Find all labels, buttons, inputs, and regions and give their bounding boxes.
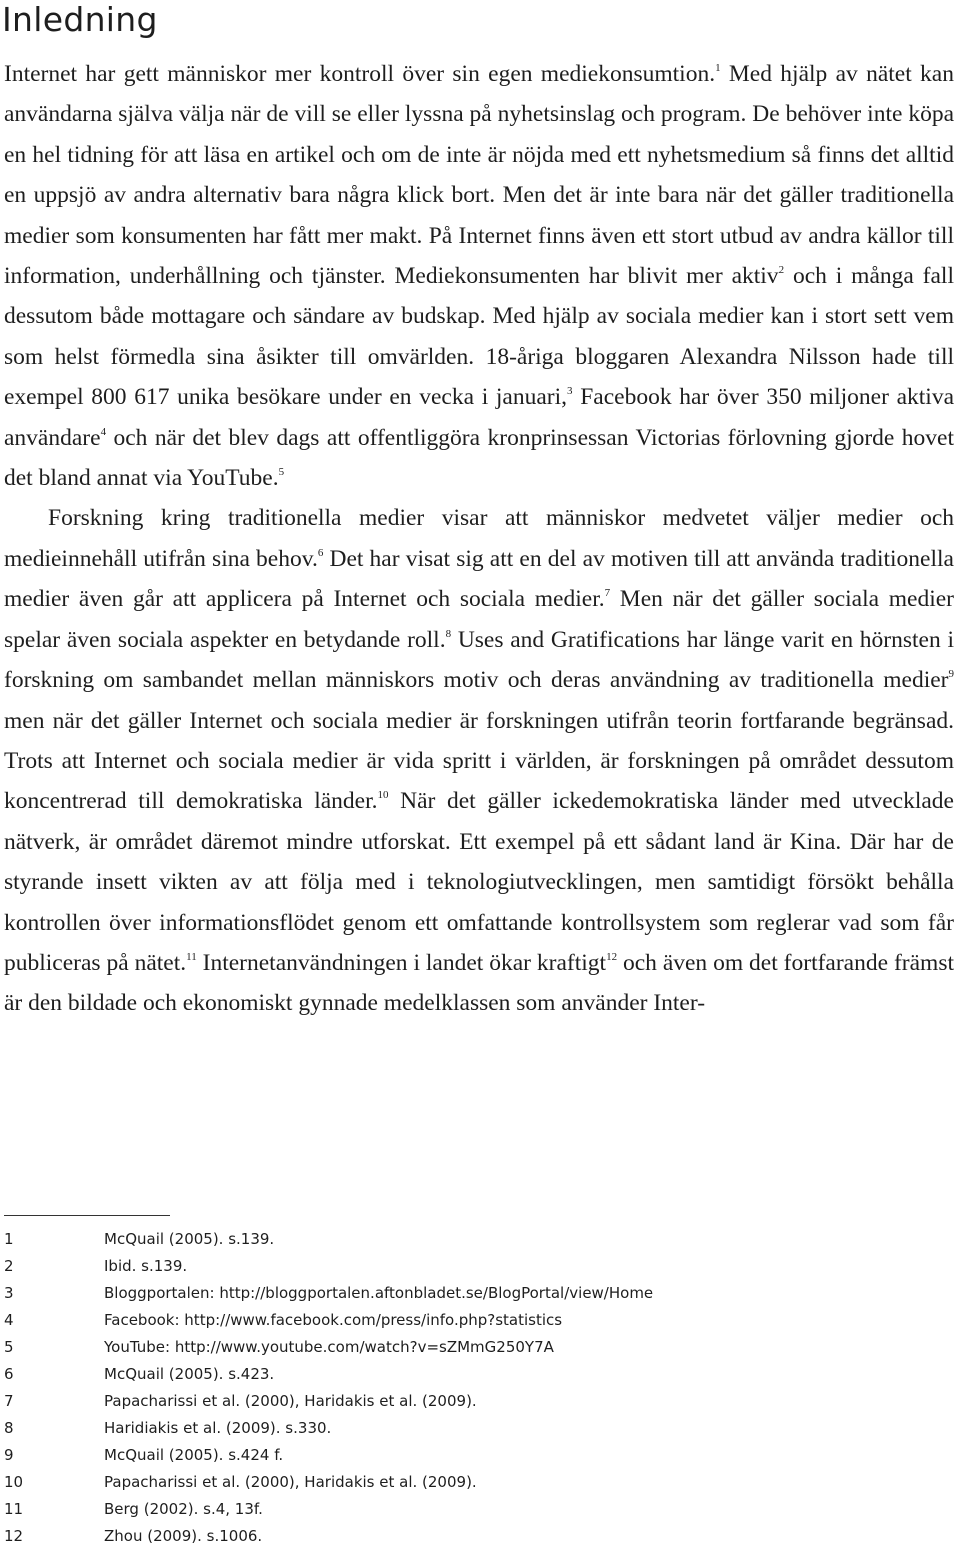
paragraph-text: Med hjälp av nätet kan användarna själva välja när de vill se eller lyssna på nyhetsinslag och program. De behöver inte köpa en hel tidning för att läsa en artikel och om de inte är nöjda med ett nyhetsmedium så finns det alltid en uppsjö av andra alternativ bara några klick bort. Men det är inte bara när det gäller traditionella medier som konsumenten har fått mer makt. På Internet finns även ett stort utbud av andra källor till information, underhållning och tjänster. Mediekonsumenten har blivit mer aktiv <box>4 61 954 290</box>
footnote-item <box>0 1361 960 1388</box>
footnote-text: McQuail (2005). s.423. <box>104 1365 275 1383</box>
footnote-number: 12 <box>4 1527 24 1545</box>
paragraph-text: Men när det gäller sociala medier spelar även sociala aspekter en betydande roll. <box>4 586 954 653</box>
footnote-number: 6 <box>4 1365 14 1383</box>
footnote-text: Ibid. s.139. <box>104 1257 188 1275</box>
footnote-number: 3 <box>4 1284 14 1302</box>
footnote-reference[interactable]: 4 <box>100 425 107 438</box>
footnote-item <box>0 1523 960 1550</box>
footnote-number: 9 <box>4 1446 14 1464</box>
footnote-text: Haridiakis et al. (2009). s.330. <box>104 1419 332 1437</box>
footnote-item <box>0 1280 960 1307</box>
footnote-reference[interactable]: 11 <box>186 950 197 963</box>
footnote-number: 7 <box>4 1392 14 1410</box>
footnote-reference[interactable]: 10 <box>377 789 389 802</box>
paragraph-text: Forskning kring traditionella medier visar att människor medvetet väljer medier och medieinnehåll utifrån sina behov. <box>4 505 954 572</box>
paragraph-text: Facebook har över 350 miljoner aktiva användare <box>4 384 954 451</box>
footnote-item <box>0 1496 960 1523</box>
footnote-text: Facebook: http://www.facebook.com/press/info.php?statistics <box>104 1311 563 1329</box>
footnote-number: 5 <box>4 1338 14 1356</box>
footnote-number: 11 <box>4 1500 24 1518</box>
footnote-item <box>0 1226 960 1253</box>
footnote-text: Papacharissi et al. (2000), Haridakis et al. (2009). <box>104 1392 477 1410</box>
footnote-item <box>0 1415 960 1442</box>
footnote-text: Papacharissi et al. (2000), Haridakis et al. (2009). <box>104 1473 477 1491</box>
paragraph-text: Det har visat sig att en del av motiven till att använda traditionella medier även går att applicera på Internet och sociala medier. <box>4 545 954 613</box>
footnote-reference[interactable]: 2 <box>778 264 785 277</box>
footnote-number: 4 <box>4 1311 14 1329</box>
footnote-item <box>0 1253 960 1280</box>
footnote-text: YouTube: http://www.youtube.com/watch?v=sZMmG250Y7A <box>104 1338 554 1356</box>
footnote-item <box>0 1442 960 1469</box>
footnote-item <box>0 1388 960 1415</box>
footnote-reference[interactable]: 12 <box>606 950 618 963</box>
paragraph-text: Internet har gett människor mer kontroll över sin egen mediekonsumtion. <box>4 61 716 87</box>
footnote-reference[interactable]: 8 <box>445 627 452 640</box>
footnote-text: McQuail (2005). s.139. <box>104 1230 275 1248</box>
footnote-reference[interactable]: 6 <box>317 546 324 559</box>
footnote-text: Berg (2002). s.4, 13f. <box>104 1500 263 1518</box>
footnote-item <box>0 1469 960 1496</box>
footnote-text: McQuail (2005). s.424 f. <box>104 1446 284 1464</box>
paragraph-text: Internetanvändningen i landet ökar kraftigt <box>196 949 607 976</box>
footnote-reference[interactable]: 9 <box>948 668 954 681</box>
paragraph-text: och när det blev dags att offentliggöra kronprinsessan Victorias förlovning gjorde hovet det bland annat via YouTube. <box>4 424 954 492</box>
section-heading: Inledning <box>2 0 158 39</box>
paragraph-text: och även om det fortfarande främst är den bildade och ekonomiskt gynnade medelklassen som använder Inter- <box>4 949 954 1017</box>
footnote-text: Zhou (2009). s.1006. <box>104 1527 263 1545</box>
footnote-divider <box>4 1215 170 1216</box>
body-text <box>4 54 954 1024</box>
paragraph-text: När det gäller ickedemokratiska länder med utvecklade nätverk, är området däremot mindre utforskat. Ett exempel på ett sådant land är Kina. Där har de styrande insett vikten av att följa med i teknologiutvecklingen, men samtidigt försökt behålla kontrollen över informationsflödet genom ett omfattande kontrollsystem som reglerar vad som får publiceras på nätet. <box>4 788 954 976</box>
footnote-item <box>0 1307 960 1334</box>
footnote-number: 2 <box>4 1257 14 1275</box>
footnote-text: Bloggportalen: http://bloggportalen.aftonbladet.se/BlogPortal/view/Home <box>104 1284 654 1302</box>
footnote-reference[interactable]: 3 <box>567 385 573 398</box>
footnote-list <box>0 1226 960 1550</box>
footnote-item <box>0 1334 960 1361</box>
body-paragraph <box>4 498 954 1023</box>
footnote-reference[interactable]: 1 <box>715 62 721 74</box>
body-paragraph <box>4 54 954 498</box>
paragraph-text: Uses and Gratifications har länge varit en hörnsten i forskning om sambandet mellan människors motiv och deras användning av traditionella medier <box>4 626 954 694</box>
paragraph-text: och i många fall dessutom både mottagare och sändare av budskap. Med hjälp av sociala medier kan i stort sett vem som helst förmedla sina åsikter till omvärlden. 18-åriga bloggaren Alexandra Nilsson hade till exempel 800 617 unika besökare under en vecka i januari, <box>4 263 954 411</box>
footnote-reference[interactable]: 7 <box>604 587 611 600</box>
footnote-number: 8 <box>4 1419 14 1437</box>
footnote-number: 1 <box>4 1230 14 1248</box>
paragraph-text: men när det gäller Internet och sociala medier är forskningen utifrån teorin fortfarande begränsad. Trots att Internet och sociala medier är vida spritt i världen, är forskningen på området dessutom koncentrerad till demokratiska länder. <box>4 707 954 815</box>
footnote-number: 10 <box>4 1473 24 1491</box>
footnote-reference[interactable]: 5 <box>278 466 285 479</box>
